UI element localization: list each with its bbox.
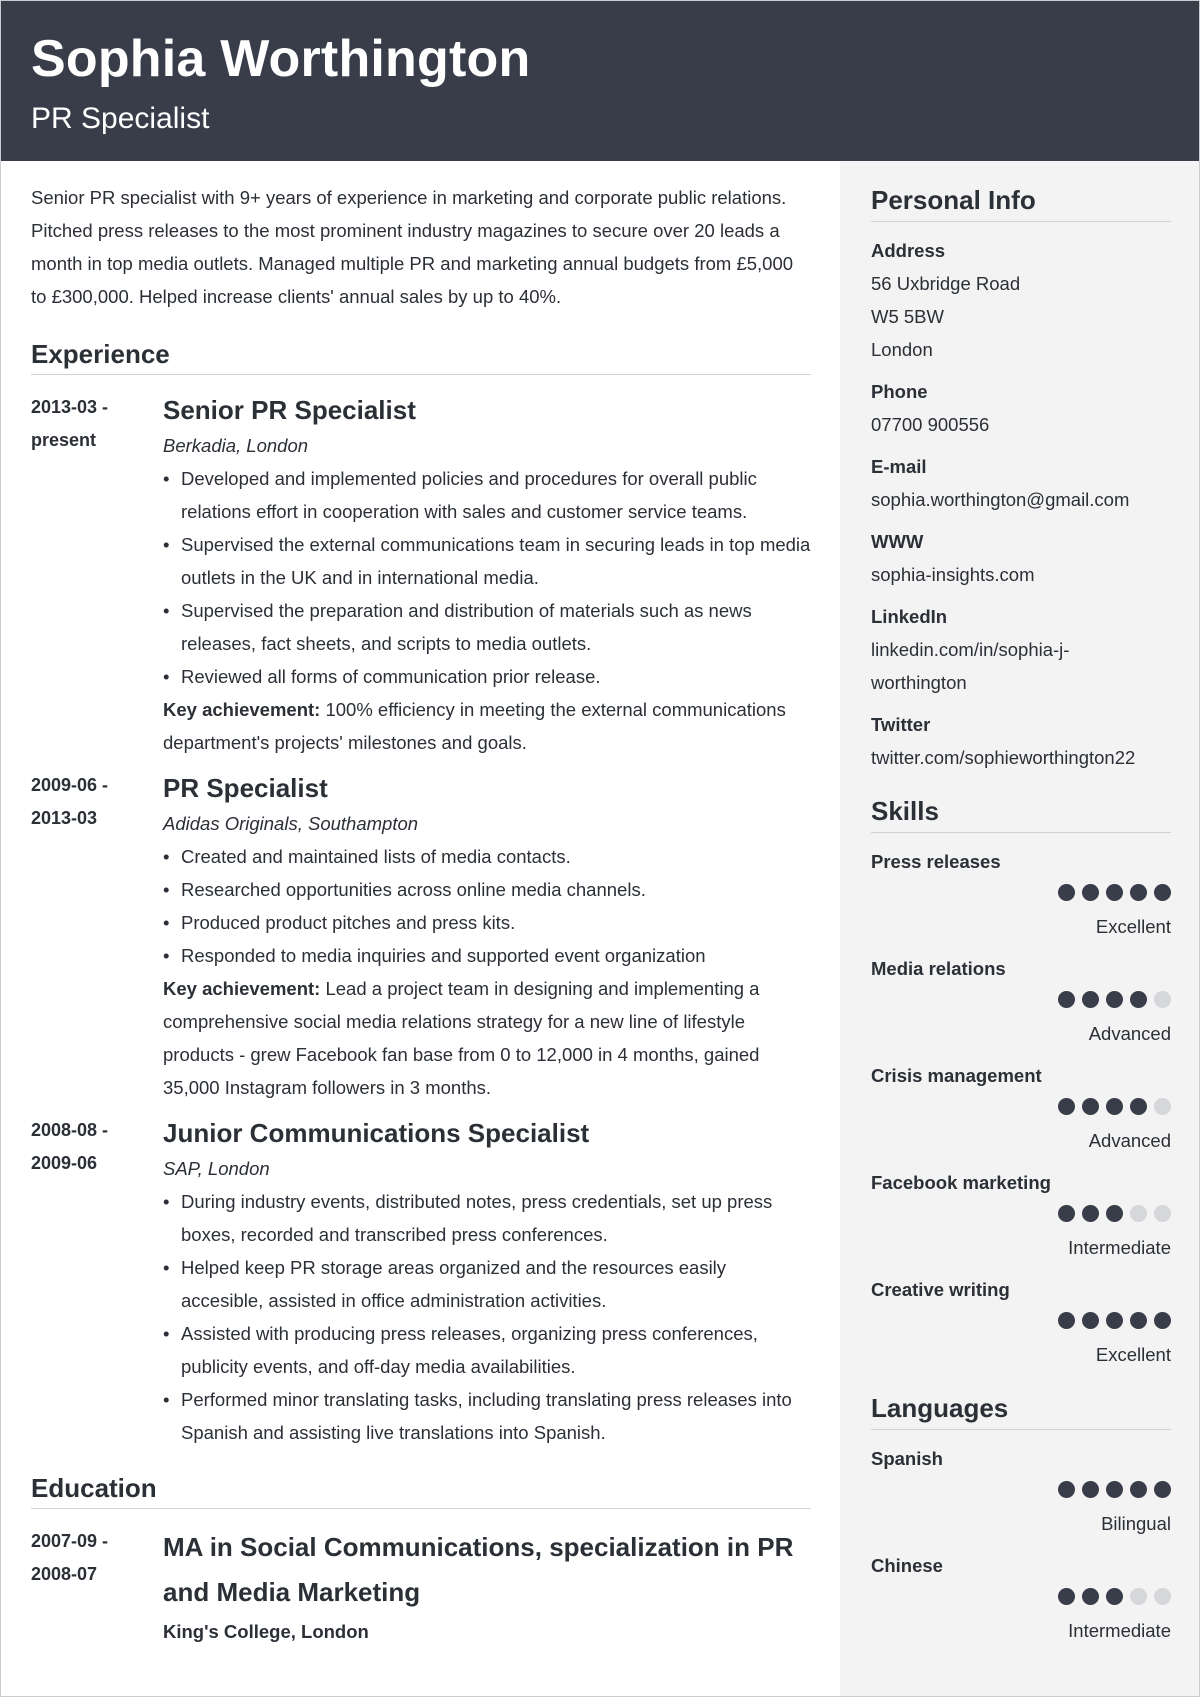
linkedin-link[interactable] xyxy=(871,633,1171,699)
entry-date-start: 2013-03 - xyxy=(31,397,109,417)
rating-dot-filled xyxy=(1106,1588,1123,1605)
list-item xyxy=(163,840,811,873)
rating-dot-filled xyxy=(1154,884,1171,901)
personal-info-section xyxy=(871,181,1171,774)
rating-dots xyxy=(871,878,1171,910)
sidebar-column xyxy=(871,181,1171,1665)
school-name: King's College, London xyxy=(163,1621,369,1642)
rating-dot-filled xyxy=(1058,1098,1075,1115)
rating-dots xyxy=(871,1092,1171,1124)
entry-date xyxy=(31,1114,163,1449)
skill-name: Media relations xyxy=(871,958,1006,979)
skill-name: Creative writing xyxy=(871,1279,1010,1300)
rating-dots xyxy=(871,1199,1171,1231)
entry-date-end: 2008-07 xyxy=(31,1564,98,1584)
linkedin-line: linkedin.com/in/sophia-j- xyxy=(871,639,1070,660)
skill-level: Excellent xyxy=(1095,1344,1171,1365)
rating-dot-filled xyxy=(1106,1098,1123,1115)
rating-dot-filled xyxy=(1106,1481,1123,1498)
summary-text: Senior PR specialist with 9+ years of experience in marketing and corporate public relations. Pitched press releases to the most prominent industry magazines to secure over 20 leads a month in top media outlets. Managed multiple PR and marketing annual budgets from £5,000 to £300,000. Helped increase clients' annual sales by up to 40%. xyxy=(31,187,794,307)
entry-date-end: 2013-03 xyxy=(31,808,98,828)
bullet-icon: • xyxy=(163,1323,170,1344)
duty-text: Supervised the external communications team in securing leads in top media outlets in the UK and in international media. xyxy=(181,534,811,588)
language-name: Chinese xyxy=(871,1555,943,1576)
entry-body xyxy=(163,1114,811,1449)
list-item xyxy=(163,462,811,528)
rating-dot-filled xyxy=(1058,1481,1075,1498)
education-section xyxy=(31,1471,811,1648)
achievement-text: Lead a project team in designing and implementing a comprehensive social media relations strategy for a new line of lifestyle products - grew Facebook fan base from 0 to 12,000 in 4 months, gained 35,000 Instagram followers in 3 months. xyxy=(163,978,760,1098)
entry-date-end: present xyxy=(31,430,97,450)
company-name: SAP, London xyxy=(163,1158,270,1179)
rating-dot-filled xyxy=(1130,1481,1147,1498)
phone-value: 07700 900556 xyxy=(871,414,990,435)
candidate-name: Sophia Worthington xyxy=(31,30,531,88)
duties-list xyxy=(163,840,811,972)
language-item xyxy=(871,1442,1171,1540)
entry-date xyxy=(31,1525,163,1648)
company-name: Berkadia, London xyxy=(163,435,309,456)
languages-section xyxy=(871,1389,1171,1647)
duty-text: Reviewed all forms of communication prior release. xyxy=(181,666,601,687)
list-item xyxy=(163,873,811,906)
rating-dot-filled xyxy=(1106,1205,1123,1222)
education-heading: Education xyxy=(31,1471,811,1509)
rating-dot-filled xyxy=(1058,1205,1075,1222)
email-label: E-mail xyxy=(871,456,927,477)
rating-dot-filled xyxy=(1106,1312,1123,1329)
personal-info-heading: Personal Info xyxy=(871,181,1171,222)
rating-dot-filled xyxy=(1082,1588,1099,1605)
skill-level: Intermediate xyxy=(1068,1237,1171,1258)
phone-label: Phone xyxy=(871,381,928,402)
rating-dot-filled xyxy=(1082,1481,1099,1498)
rating-dot-filled xyxy=(1082,991,1099,1008)
rating-dot-filled xyxy=(1130,884,1147,901)
rating-dot-filled xyxy=(1058,884,1075,901)
email-link[interactable]: sophia.worthington@gmail.com xyxy=(871,489,1130,510)
experience-entry xyxy=(31,769,811,1104)
rating-dot-filled xyxy=(1106,884,1123,901)
experience-section xyxy=(31,337,811,1449)
address-line: London xyxy=(871,339,933,360)
duty-text: Assisted with producing press releases, organizing press conferences, publicity events, and off-day media availabilities. xyxy=(181,1323,758,1377)
rating-dot-empty xyxy=(1130,1588,1147,1605)
twitter-link[interactable]: twitter.com/sophieworthington22 xyxy=(871,747,1136,768)
entry-date xyxy=(31,769,163,1104)
education-entry xyxy=(31,1525,811,1648)
linkedin-line: worthington xyxy=(871,672,967,693)
skill-name: Crisis management xyxy=(871,1065,1042,1086)
rating-dot-empty xyxy=(1154,1098,1171,1115)
skill-name: Press releases xyxy=(871,851,1001,872)
rating-dot-filled xyxy=(1130,1312,1147,1329)
rating-dot-filled xyxy=(1058,1312,1075,1329)
rating-dot-filled xyxy=(1082,1098,1099,1115)
key-achievement xyxy=(163,972,811,1104)
language-name: Spanish xyxy=(871,1448,943,1469)
experience-heading: Experience xyxy=(31,337,811,375)
rating-dot-filled xyxy=(1154,1312,1171,1329)
bullet-icon: • xyxy=(163,912,170,933)
rating-dot-filled xyxy=(1130,991,1147,1008)
entry-date xyxy=(31,391,163,759)
list-item xyxy=(163,906,811,939)
rating-dots xyxy=(871,985,1171,1017)
entry-date-start: 2008-08 - xyxy=(31,1120,109,1140)
job-title: Junior Communications Specialist xyxy=(163,1118,590,1148)
experience-entry xyxy=(31,391,811,759)
duties-list xyxy=(163,1185,811,1449)
achievement-label: Key achievement: xyxy=(163,978,321,999)
skill-level: Advanced xyxy=(1088,1023,1171,1044)
language-item xyxy=(871,1549,1171,1647)
bullet-icon: • xyxy=(163,879,170,900)
rating-dots xyxy=(871,1306,1171,1338)
duty-text: Responded to media inquiries and supported event organization xyxy=(181,945,706,966)
rating-dot-empty xyxy=(1154,1205,1171,1222)
list-item xyxy=(163,594,811,660)
address-line: W5 5BW xyxy=(871,306,944,327)
key-achievement xyxy=(163,693,811,759)
bullet-icon: • xyxy=(163,468,170,489)
main-column xyxy=(31,181,811,1658)
rating-dot-filled xyxy=(1082,1205,1099,1222)
company-name: Adidas Originals, Southampton xyxy=(163,813,419,834)
language-level: Bilingual xyxy=(1101,1513,1171,1534)
list-item xyxy=(163,1317,811,1383)
duty-text: Researched opportunities across online media channels. xyxy=(181,879,646,900)
rating-dot-filled xyxy=(1082,1312,1099,1329)
twitter-label: Twitter xyxy=(871,714,931,735)
rating-dot-filled xyxy=(1106,991,1123,1008)
address-label: Address xyxy=(871,240,946,261)
entry-body xyxy=(163,391,811,759)
bullet-icon: • xyxy=(163,1191,170,1212)
duty-text: Produced product pitches and press kits. xyxy=(181,912,516,933)
skill-item xyxy=(871,952,1171,1050)
degree-title: MA in Social Communications, specialization in PR and Media Marketing xyxy=(163,1532,794,1607)
candidate-role: PR Specialist xyxy=(31,102,210,135)
address-value xyxy=(871,267,1171,366)
job-title: PR Specialist xyxy=(163,773,328,803)
rating-dot-filled xyxy=(1058,991,1075,1008)
skills-section xyxy=(871,792,1171,1371)
linkedin-label: LinkedIn xyxy=(871,606,948,627)
website-link[interactable]: sophia-insights.com xyxy=(871,564,1035,585)
skills-heading: Skills xyxy=(871,792,1171,833)
skill-item xyxy=(871,845,1171,943)
entry-date-start: 2007-09 - xyxy=(31,1531,109,1551)
languages-heading: Languages xyxy=(871,1389,1171,1430)
bullet-icon: • xyxy=(163,666,170,687)
achievement-text: 100% efficiency in meeting the external communications department's projects' milestones and goals. xyxy=(163,699,786,753)
entry-body xyxy=(163,769,811,1104)
resume-header xyxy=(1,1,1199,161)
address-line: 56 Uxbridge Road xyxy=(871,273,1021,294)
rating-dot-filled xyxy=(1058,1588,1075,1605)
rating-dots xyxy=(871,1475,1171,1507)
rating-dot-filled xyxy=(1154,1481,1171,1498)
rating-dot-filled xyxy=(1082,884,1099,901)
entry-date-end: 2009-06 xyxy=(31,1153,98,1173)
duty-text: Helped keep PR storage areas organized and the resources easily accesible, assisted in office administration activities. xyxy=(181,1257,727,1311)
entry-body xyxy=(163,1525,811,1648)
skill-level: Excellent xyxy=(1095,916,1171,937)
experience-entry xyxy=(31,1114,811,1449)
skill-item xyxy=(871,1059,1171,1157)
www-label: WWW xyxy=(871,531,924,552)
bullet-icon: • xyxy=(163,1257,170,1278)
bullet-icon: • xyxy=(163,846,170,867)
list-item xyxy=(163,1383,811,1449)
duty-text: Created and maintained lists of media contacts. xyxy=(181,846,571,867)
bullet-icon: • xyxy=(163,945,170,966)
entry-date-start: 2009-06 - xyxy=(31,775,109,795)
skill-item xyxy=(871,1166,1171,1264)
duty-text: Performed minor translating tasks, including translating press releases into Spanish and assisting live translations into Spanish. xyxy=(181,1389,792,1443)
rating-dot-empty xyxy=(1154,991,1171,1008)
skill-level: Advanced xyxy=(1088,1130,1171,1151)
bullet-icon: • xyxy=(163,600,170,621)
duty-text: During industry events, distributed notes, press credentials, set up press boxes, recorded and transcribed press conferences. xyxy=(181,1191,773,1245)
skill-name: Facebook marketing xyxy=(871,1172,1051,1193)
list-item xyxy=(163,939,811,972)
bullet-icon: • xyxy=(163,1389,170,1410)
duties-list xyxy=(163,462,811,693)
skill-item xyxy=(871,1273,1171,1371)
job-title: Senior PR Specialist xyxy=(163,395,416,425)
rating-dots xyxy=(871,1582,1171,1614)
language-level: Intermediate xyxy=(1068,1620,1171,1641)
list-item xyxy=(163,660,811,693)
list-item xyxy=(163,528,811,594)
duty-text: Supervised the preparation and distribution of materials such as news releases, fact sheets, and scripts to media outlets. xyxy=(181,600,752,654)
list-item xyxy=(163,1251,811,1317)
achievement-label: Key achievement: xyxy=(163,699,321,720)
list-item xyxy=(163,1185,811,1251)
rating-dot-filled xyxy=(1130,1098,1147,1115)
rating-dot-empty xyxy=(1154,1588,1171,1605)
bullet-icon: • xyxy=(163,534,170,555)
rating-dot-empty xyxy=(1130,1205,1147,1222)
duty-text: Developed and implemented policies and procedures for overall public relations effort in cooperation with sales and customer service teams. xyxy=(181,468,757,522)
